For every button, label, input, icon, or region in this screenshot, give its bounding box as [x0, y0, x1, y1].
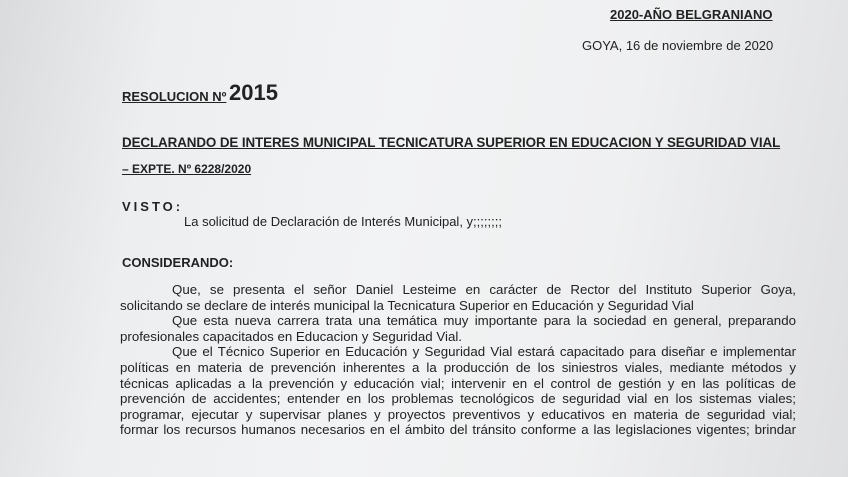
visto-text: La solicitud de Declaración de Interés Municipal, y;;;;;;;; — [184, 214, 502, 229]
resolution-label: RESOLUCION Nº — [122, 89, 227, 104]
body-line: Que esta nueva carrera trata una temática muy importante para la sociedad en general, preparando — [172, 313, 796, 329]
visto-heading: VISTO: — [122, 199, 184, 214]
body-line: prevención de accidentes; entender en los problemas tecnológicos de seguridad vial en los sistemas viales; — [120, 391, 796, 407]
body-line: profesionales capacitados en Educacion y Seguridad Vial. — [120, 328, 463, 344]
body-line: técnicas aplicadas a la prevención y educación vial; intervenir en el control de gestión y en las políticas de — [120, 375, 796, 391]
body-line: Que, se presenta el señor Daniel Lesteime en carácter de Rector del Instituto Superior Goya, — [172, 282, 796, 297]
subject-line-2: – EXPTE. Nº 6228/2020 — [122, 162, 252, 176]
year-motto: 2020-AÑO BELGRANIANO — [610, 7, 773, 22]
subject-line-1: DECLARANDO DE INTERES MUNICIPAL TECNICATURA SUPERIOR EN EDUCACION Y SEGURIDAD VIAL — [122, 135, 781, 150]
considerando-body — [120, 282, 796, 438]
body-line: políticas en materia de prevención inherentes a la producción de los siniestros viales, mediante métodos y — [120, 359, 796, 375]
body-line: formar los recursos humanos necesarios en el ámbito del tránsito conforme a las legislaciones vigentes; brindar — [120, 422, 796, 438]
resolution-number: 2015 — [229, 80, 278, 105]
body-line: programar, ejecutar y supervisar planes y proyectos preventivos y educativos en materia de seguridad vial; — [120, 406, 796, 422]
body-line: solicitando se declare de interés municipal la Tecnicatura Superior en Educación y Seguridad Vial — [120, 297, 694, 313]
date-line: GOYA, 16 de noviembre de 2020 — [582, 38, 774, 53]
considerando-heading: CONSIDERANDO: — [122, 255, 234, 270]
body-line: Que el Técnico Superior en Educación y Seguridad Vial estará capacitado para diseñar e implementar — [172, 344, 796, 360]
